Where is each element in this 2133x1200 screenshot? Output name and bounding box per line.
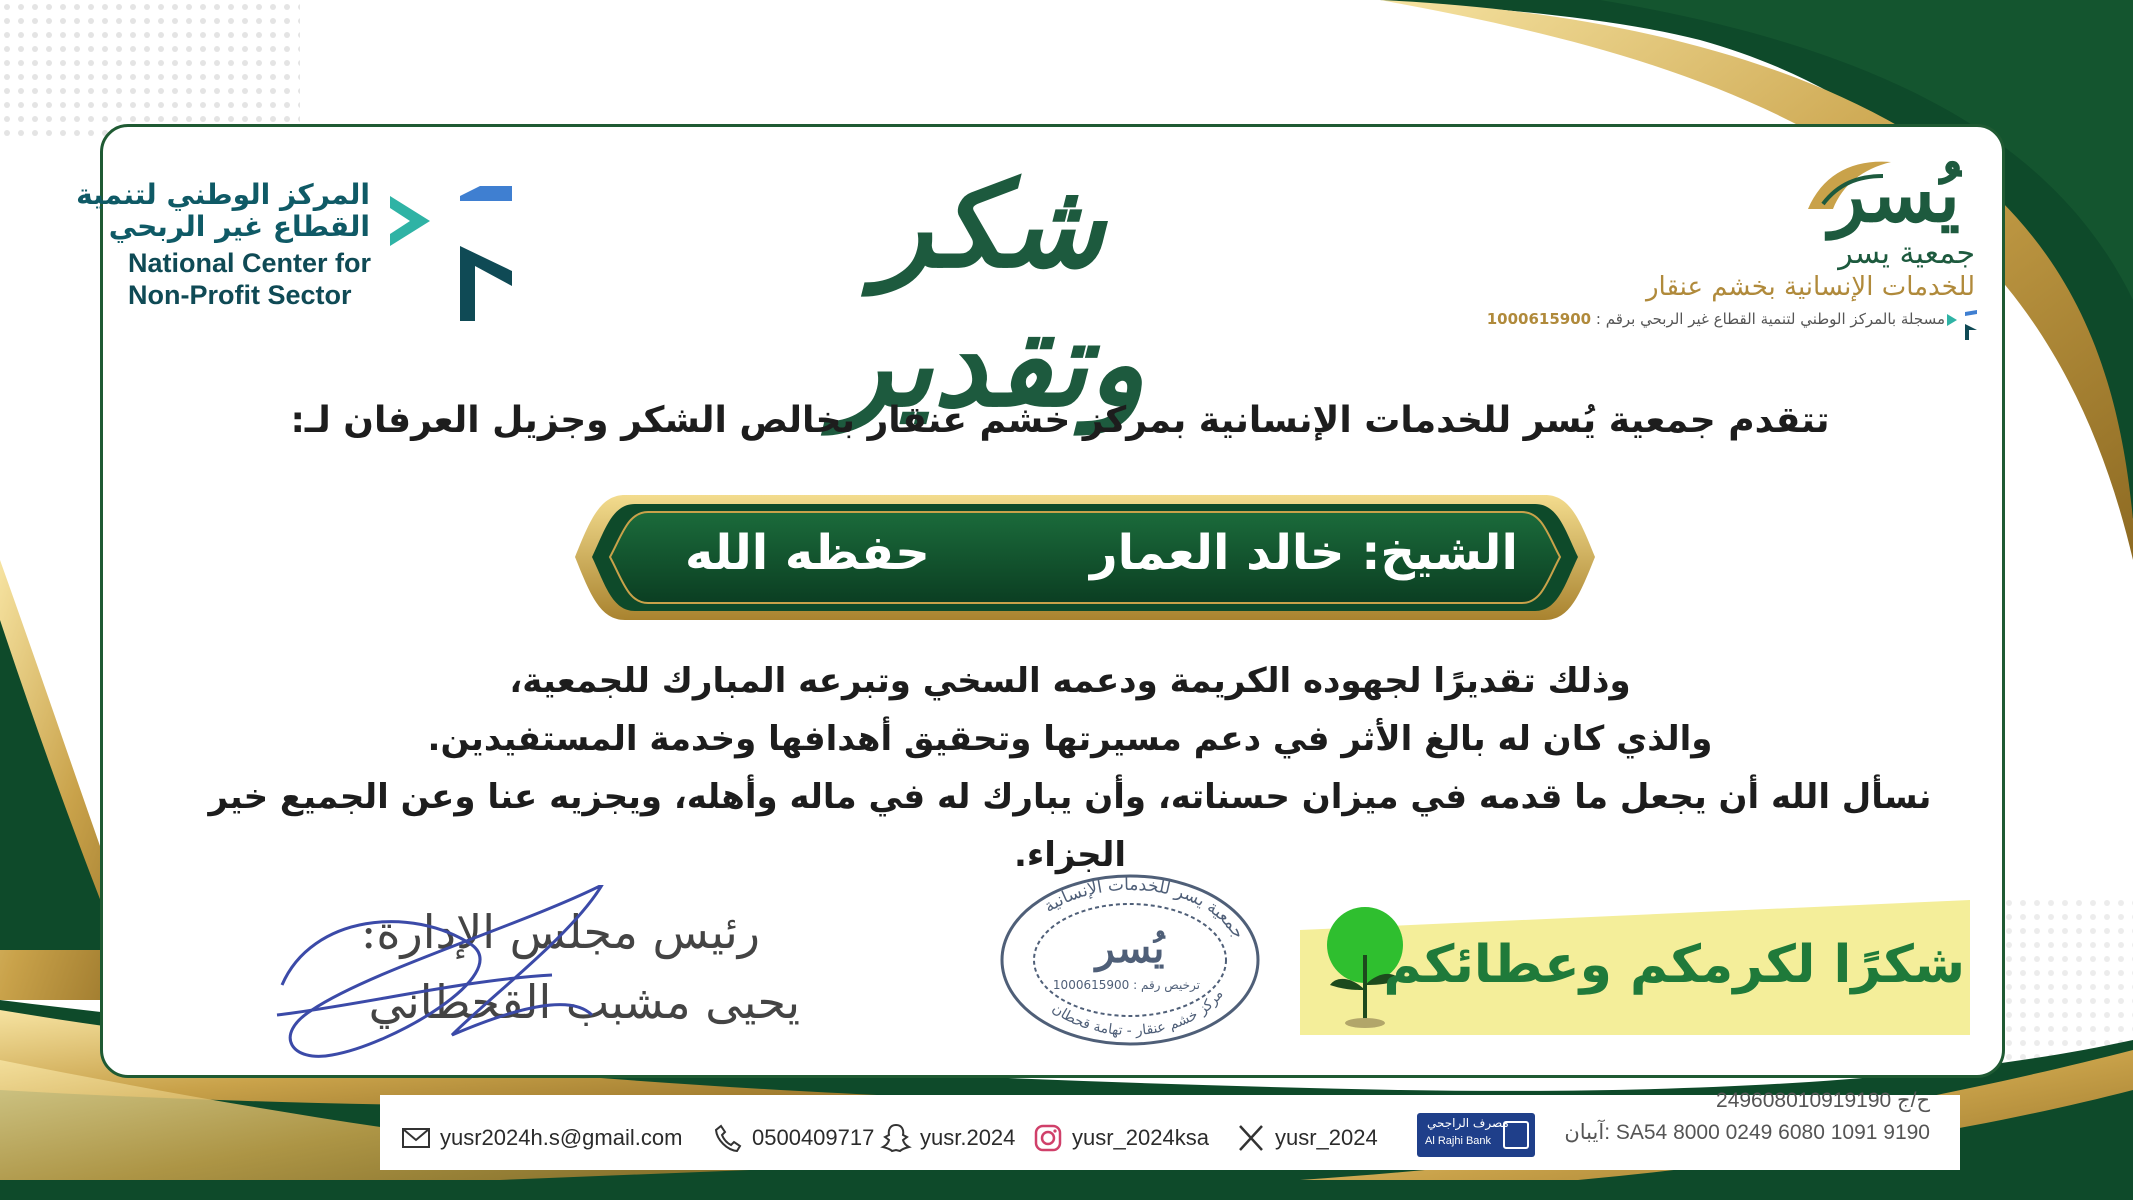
stamp-bottom-text: مركز خشم عنقار - تهامة قحطان (1048, 986, 1227, 1039)
ncnp-english-line1: National Center for (128, 248, 372, 278)
x-contact[interactable] (1235, 1122, 1378, 1154)
recipient-name: الشيخ: خالد العمار (1090, 525, 1518, 581)
handwritten-signature (272, 885, 692, 1075)
x-icon (1235, 1122, 1267, 1154)
snapchat-icon (880, 1122, 912, 1154)
bank-english-name: Al Rajhi Bank (1425, 1135, 1492, 1147)
body-line1: وذلك تقديرًا لجهوده الكريمة ودعمه السخي وتبرعه المبارك للجمعية، (509, 661, 1631, 701)
yusr-registration (1487, 310, 1945, 328)
body-line3: نسأل الله أن يجعل ما قدمه في ميزان حسناته، وأن يبارك له في ماله وأهله، ويجزيه عنا وعن الجميع خير الجزاء. (208, 777, 1932, 875)
instagram-icon (1032, 1122, 1064, 1154)
email-text: yusr2024h.s@gmail.com (440, 1125, 683, 1150)
yusr-subtitle: للخدمات الإنسانية بخشم عنقار (1645, 272, 1975, 302)
yusr-logo-text: يُسر (1829, 150, 1960, 239)
ncnp-small-mark-icon (1947, 300, 1977, 340)
phone-text: 0500409717 (752, 1125, 875, 1150)
recipient-honorific: حفظه الله (685, 525, 930, 581)
instagram-text: yusr_2024ksa (1072, 1125, 1209, 1150)
phone-icon (712, 1122, 744, 1154)
ncnp-logo (76, 160, 508, 320)
certificate-title: شكر وتقدير (835, 155, 1145, 433)
stamp-logo: يُسر (1095, 925, 1165, 972)
signatory-name: يحيى مشبب القحطاني (368, 975, 800, 1029)
thanks-banner (1300, 900, 1970, 1035)
stamp-outer-text: جمعية يسر للخدمات الإنسانية (1040, 874, 1249, 943)
snapchat-text: yusr.2024 (920, 1125, 1016, 1150)
bank-mark-icon (1503, 1121, 1529, 1149)
account-number: ح/ج 249608010919190 (1716, 1089, 1930, 1112)
signature-block (280, 885, 800, 1075)
intro-text: تتقدم جمعية يُسر للخدمات الإنسانية بمركز خشم عنقار بخالص الشكر وجزيل العرفان لـ: (290, 400, 1830, 441)
ncnp-mark-icon (390, 146, 512, 321)
x-text: yusr_2024 (1275, 1125, 1378, 1150)
yusr-reg-number: 1000615900 (1486, 310, 1592, 328)
ncnp-english-line2: Non-Profit Sector (128, 280, 352, 310)
yusr-reg-label: مسجلة بالمركز الوطني لتنمية القطاع غير الربحي برقم : (1595, 310, 1945, 328)
stamp-registration: ترخيص رقم : 1000615900 (1052, 978, 1200, 992)
signatory-title: رئيس مجلس الإدارة: (360, 905, 760, 959)
body-line2: والذي كان له بالغ الأثر في دعم مسيرتها وتحقيق أهدافها وخدمة المستفيدين. (427, 719, 1713, 759)
body-text (180, 652, 1960, 884)
official-stamp (995, 870, 1265, 1050)
instagram-contact[interactable] (1032, 1122, 1209, 1154)
alrajhi-bank-logo (1417, 1113, 1535, 1157)
mail-icon (400, 1122, 432, 1154)
ncnp-arabic-line1: المركز الوطني لتنمية (76, 178, 370, 211)
bank-arabic-name: مصرف الراجحي (1427, 1116, 1509, 1130)
iban-number: آيبان: SA54 8000 0249 6080 1091 9190 (1564, 1121, 1930, 1144)
footer-contact-bar (400, 1078, 1930, 1168)
yusr-logo-block (1486, 150, 1975, 345)
ncnp-arabic-line2: القطاع غير الربحي (108, 210, 370, 243)
email-contact[interactable] (400, 1122, 682, 1154)
yusr-name: جمعية يسر (1838, 236, 1975, 271)
phone-contact[interactable] (712, 1122, 874, 1154)
thanks-text: شكرًا لكرمكم وعطائكم (1383, 935, 1965, 995)
snapchat-contact[interactable] (880, 1122, 1015, 1154)
